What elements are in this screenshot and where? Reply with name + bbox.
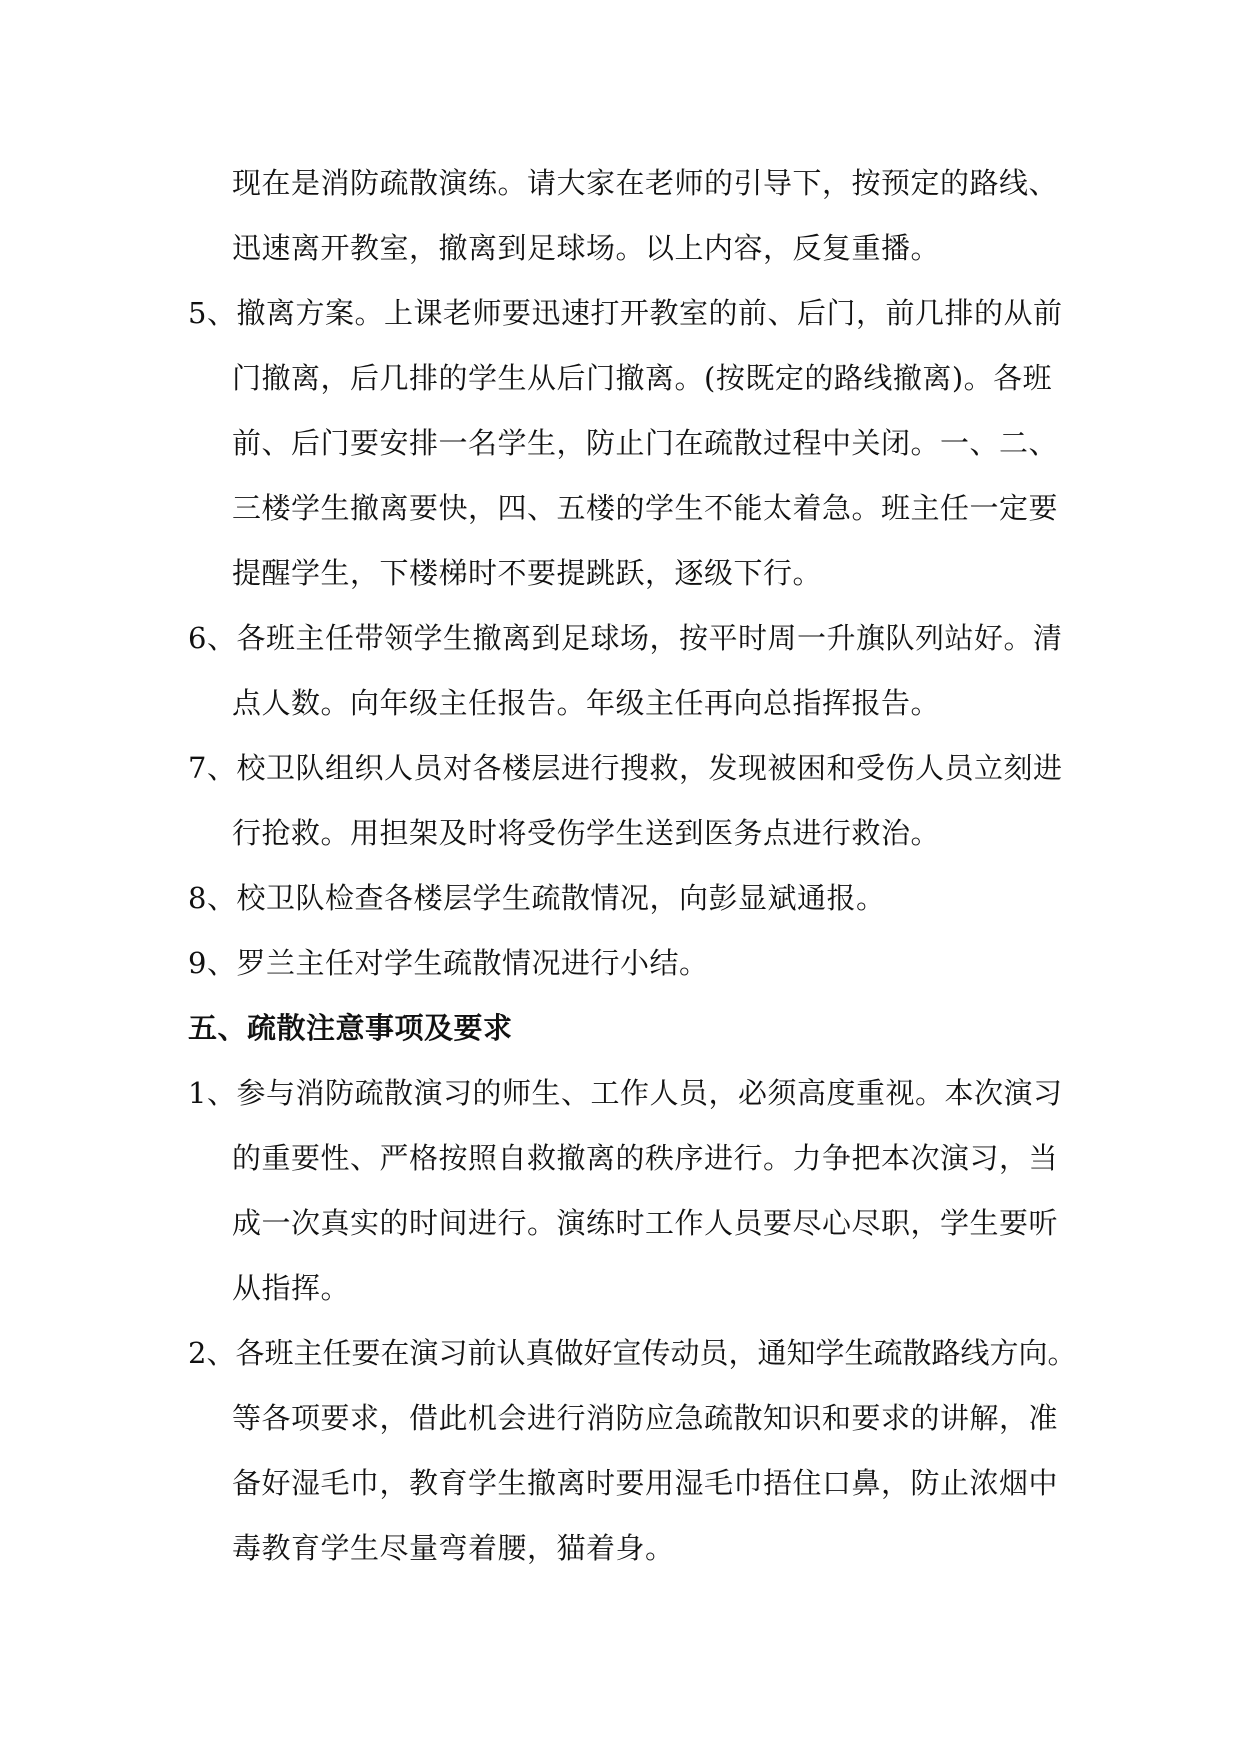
text-line: 提醒学生，下楼梯时不要提跳跃，逐级下行。 (232, 556, 823, 590)
section-heading: 五、疏散注意事项及要求 (188, 1011, 513, 1045)
list-item-6: 6、各班主任带领学生撤离到足球场，按平时周一升旗队列站好。清 (188, 621, 1063, 655)
text-line: 迅速离开教室，撤离到足球场。以上内容，反复重播。 (232, 231, 941, 265)
text-line: 前、后门要安排一名学生，防止门在疏散过程中关闭。一、二、 (232, 426, 1059, 460)
text-line: 行抢救。用担架及时将受伤学生送到医务点进行救治。 (232, 816, 941, 850)
text-line: 现在是消防疏散演练。请大家在老师的引导下，按预定的路线、 (232, 166, 1059, 200)
text-line: 门撤离，后几排的学生从后门撤离。(按既定的路线撤离)。各班 (232, 361, 1053, 395)
text-line: 毒教育学生尽量弯着腰，猫着身。 (232, 1531, 675, 1565)
text-line: 三楼学生撤离要快，四、五楼的学生不能太着急。班主任一定要 (232, 491, 1059, 525)
text-line: 等各项要求，借此机会进行消防应急疏散知识和要求的讲解，准 (232, 1401, 1059, 1435)
list-item-8: 8、校卫队检查各楼层学生疏散情况，向彭显斌通报。 (188, 881, 886, 915)
list-item-1: 1、参与消防疏散演习的师生、工作人员，必须高度重视。本次演习 (188, 1076, 1063, 1110)
list-item-2: 2、各班主任要在演习前认真做好宣传动员，通知学生疏散路线方向。 (188, 1336, 1077, 1370)
list-item-9: 9、罗兰主任对学生疏散情况进行小结。 (188, 946, 709, 980)
text-line: 点人数。向年级主任报告。年级主任再向总指挥报告。 (232, 686, 941, 720)
text-line: 备好湿毛巾，教育学生撤离时要用湿毛巾捂住口鼻，防止浓烟中 (232, 1466, 1059, 1500)
text-line: 成一次真实的时间进行。演练时工作人员要尽心尽职，学生要听 (232, 1206, 1059, 1240)
list-item-7: 7、校卫队组织人员对各楼层进行搜救，发现被困和受伤人员立刻进 (188, 751, 1063, 785)
text-line: 从指挥。 (232, 1271, 351, 1305)
text-line: 的重要性、严格按照自救撤离的秩序进行。力争把本次演习，当 (232, 1141, 1059, 1175)
list-item-5: 5、撤离方案。上课老师要迅速打开教室的前、后门，前几排的从前 (188, 296, 1063, 330)
